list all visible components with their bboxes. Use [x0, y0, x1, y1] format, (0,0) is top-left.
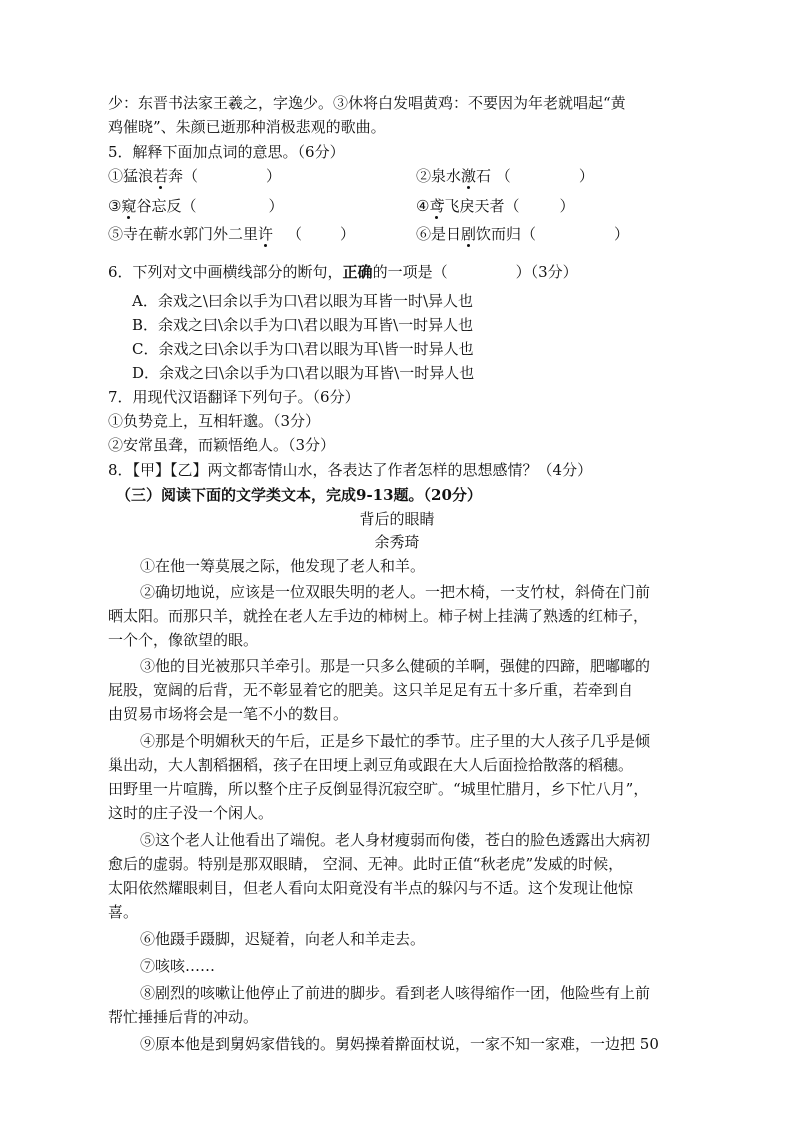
q7-item-1: ①负势竞上，互相轩邈。（3分） — [108, 412, 321, 430]
story-line: ⑦咳咳…… — [140, 957, 216, 975]
emphasis-correct: 正确 — [342, 263, 373, 281]
q5-stem: 5．解释下面加点词的意思。（6分） — [108, 143, 345, 161]
story-line: 这时的庄子没一个闲人。 — [108, 804, 274, 822]
story-line: 晒太阳。而那只羊，就拴在老人左手边的柿树上。柿子树上挂满了熟透的红柿子， — [108, 607, 649, 625]
section-3-heading: （三）阅读下面的文学类文本，完成9-13题。（20分） — [116, 486, 482, 504]
q6-option-a: A．余戏之\曰余以手为口\君以眼为耳皆一时\异人也 — [132, 292, 473, 310]
story-line: ④那是个明媚秋天的午后，正是乡下最忙的季节。庄子里的大人孩子几乎是倾 — [140, 732, 651, 750]
story-line: ③他的目光被那只羊牵引。那是一只多么健硕的羊啊，强健的四蹄，肥嘟嘟的 — [140, 657, 651, 675]
q5-item-5: ⑤寺在蕲水郭门外二里许 （ ） — [108, 225, 356, 243]
q5-item-1: ①猛浪若奔（ ） — [108, 167, 282, 185]
story-title: 背后的眼睛 — [359, 510, 435, 528]
story-line: ①在他一筹莫展之际，他发现了老人和羊。 — [140, 557, 426, 575]
story-line: ⑨原本他是到舅妈家借钱的。舅妈操着擀面杖说，一家不知一家难，一边把 50 — [140, 1035, 659, 1053]
story-line: 屁股，宽阔的后背，无不彰显着它的肥美。这只羊足足有五十多斤重，若牵到自 — [108, 681, 634, 699]
intro-line-2: 鸡催晓”、朱颜已逝那种消极悲观的歌曲。 — [108, 118, 386, 136]
q5-item-3: ③窥谷忘反（ ） — [108, 197, 284, 215]
q6-option-d: D．余戏之曰\余以手为口\君以眼为耳皆\一时异人也 — [132, 364, 475, 382]
q6-option-c: C．余戏之曰\余以手为口\君以眼为耳\皆一时异人也 — [132, 340, 474, 358]
story-line: ⑧剧烈的咳嗽让他停止了前进的脚步。看到老人咳得缩作一团，他险些有上前 — [140, 984, 651, 1002]
q5-item-2: ②泉水激石 （ ） — [416, 167, 594, 185]
story-line: ⑤这个老人让他看出了端倪。老人身材瘦弱而佝偻，苍白的脸色透露出大病初 — [140, 831, 651, 849]
story-line: ⑥他蹑手蹑脚，迟疑着，向老人和羊走去。 — [140, 930, 426, 948]
story-author: 余秀琦 — [374, 533, 420, 551]
q8-stem: 8．【甲】【乙】两文都寄情山水，各表达了作者怎样的思想感情？（4分） — [108, 461, 593, 479]
intro-line-1: 少：东晋书法家王羲之，字逸少。③休将白发唱黄鸡：不要因为年老就唱起“黄 — [108, 94, 626, 112]
story-line: 喜。 — [108, 903, 139, 921]
story-line: 帮忙捶捶后背的冲动。 — [108, 1008, 259, 1026]
q7-item-2: ②安常虽聋，而颖悟绝人。（3分） — [108, 436, 336, 454]
story-line: 田野里一片喧腾，所以整个庄子反倒显得沉寂空旷。“城里忙腊月，乡下忙八月”， — [108, 780, 649, 798]
q5-item-6: ⑥是日剧饮而归（ ） — [416, 225, 630, 243]
story-line: 巢出动，大人割稻捆稻，孩子在田埂上剥豆角或跟在大人后面捡拾散落的稻穗。 — [108, 756, 634, 774]
story-line: 太阳依然耀眼刺目，但老人看向太阳竟没有半点的躲闪与不适。这个发现让他惊 — [108, 879, 634, 897]
q6-option-b: B．余戏之曰\余以手为口\君以眼为耳皆\一时异人也 — [132, 316, 474, 334]
story-line: ②确切地说，应该是一位双眼失明的老人。一把木椅，一支竹杖，斜倚在门前 — [140, 583, 651, 601]
q6-stem: 6．下列对文中画横线部分的断句，正确的一项是（ ）（3分） — [108, 263, 578, 281]
q5-item-4: ④鸢飞戾天者（ ） — [416, 197, 575, 215]
story-line: 愈后的虚弱。特别是那双眼睛， 空洞、无神。此时正值“秋老虎”发威的时候， — [108, 855, 624, 873]
story-line: 由贸易市场将会是一笔不小的数目。 — [108, 705, 349, 723]
story-line: 一个个，像欲望的眼。 — [108, 631, 259, 649]
q7-stem: 7．用现代汉语翻译下列句子。（6分） — [108, 388, 360, 406]
